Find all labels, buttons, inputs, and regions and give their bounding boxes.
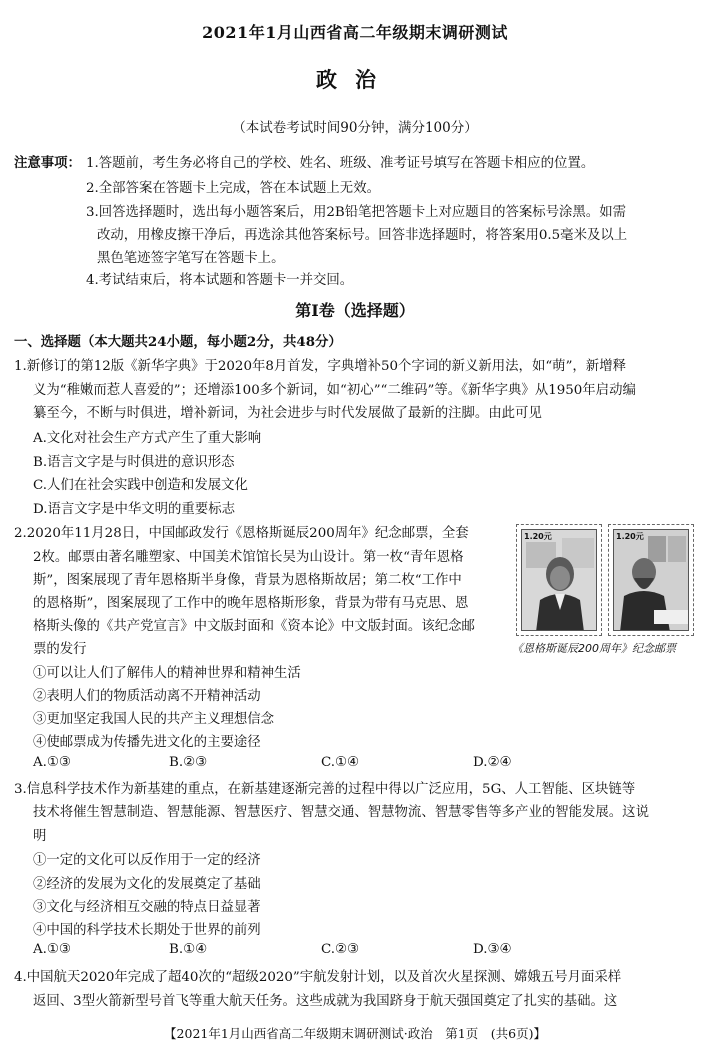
question-4-text: 返回、3型火箭新型号首飞等重大航天任务。这些成就为我国跻身于航天强国奠定了扎实的基础。这 — [33, 994, 618, 1009]
stamp-caption: 《恩格斯诞辰200周年》纪念邮票 — [512, 642, 676, 655]
question-2-text: 的恩格斯”，图案展现了工作中的晚年恩格斯形象，背景为带有马克思、恩 — [33, 596, 469, 611]
question-1-option-b: B.语言文字是与时俱进的意识形态 — [33, 455, 235, 470]
stamp-1-value: 1.20元 — [524, 532, 552, 541]
notice-item: 改动，用橡皮擦干净后，再选涂其他答案标号。回答非选择题时，将答案用0.5毫米及以上 — [97, 228, 628, 243]
working-engels-portrait — [614, 530, 689, 631]
exam-info: （本试卷考试时间90分钟，满分100分） — [232, 120, 478, 136]
question-3-text: 技术将催生智慧制造、智慧能源、智慧医疗、智慧交通、智慧物流、智慧零售等多产业的智能发展。这说 — [33, 805, 649, 820]
question-2-statement: ①可以让人们了解伟人的精神世界和精神生活 — [33, 666, 301, 681]
question-2-option-d: D.②④ — [473, 755, 512, 770]
page-footer: 【2021年1月山西省高二年级期末调研测试·政治 第1页 (共6页)】 — [164, 1026, 546, 1041]
question-1-text: 义为“稚嫩而惹人喜爱的”；还增添100多个新词，如“初心”“二维码”等。《新华字典》从1950年启动编 — [33, 383, 636, 398]
question-1-text: 1.新修订的第12版《新华字典》于2020年8月首发，字典增补50个字词的新义新用法，如“萌”，新增释 — [14, 359, 626, 374]
question-3-option-b: B.①④ — [169, 942, 208, 957]
question-2-option-a: A.①③ — [33, 755, 71, 770]
question-3-statement: ③文化与经济相互交融的特点日益显著 — [33, 900, 261, 915]
stamp-2-value: 1.20元 — [616, 532, 644, 541]
section-title: 第Ⅰ卷（选择题） — [295, 301, 415, 320]
notice-item: 黑色笔迹签字笔写在答题卡上。 — [97, 251, 285, 266]
question-2-statement: ③更加坚定我国人民的共产主义理想信念 — [33, 712, 275, 727]
question-2-option-c: C.①④ — [321, 755, 360, 770]
question-2-text: 格斯头像的《共产党宣言》中文版封面和《资本论》中文版封面。该纪念邮 — [33, 619, 475, 634]
part-heading: 一、选择题（本大题共24小题，每小题2分，共48分） — [14, 334, 342, 350]
notice-item: 4.考试结束后，将本试题和答题卡一并交回。 — [86, 273, 354, 288]
question-4-text: 4.中国航天2020年完成了超40次的“超级2020”宇航发射计划，以及首次火星探测、嫦娥五号月面采样 — [14, 970, 622, 985]
notice-item: 1.答题前，考生务必将自己的学校、姓名、班级、准考证号填写在答题卡相应的位置。 — [86, 156, 595, 171]
question-3-option-d: D.③④ — [473, 942, 512, 957]
question-3-text: 3.信息科学技术作为新基建的重点，在新基建逐渐完善的过程中得以广泛应用，5G、人工智能、区块链等 — [14, 782, 636, 797]
question-1-text: 纂至今，不断与时俱进，增补新词，为社会进步与时代发展做了最新的注脚。由此可见 — [33, 406, 542, 421]
question-3-text: 明 — [33, 829, 47, 844]
question-2-text: 票的发行 — [33, 642, 87, 657]
question-2-text: 2.2020年11月28日，中国邮政发行《恩格斯诞辰200周年》纪念邮票，全套 — [14, 526, 469, 541]
question-1-option-c: C.人们在社会实践中创造和发展文化 — [33, 478, 248, 493]
question-3-statement: ④中国的科学技术长期处于世界的前列 — [33, 923, 261, 938]
question-1-option-d: D.语言文字是中华文明的重要标志 — [33, 502, 235, 517]
commemorative-stamps-image — [516, 524, 696, 636]
question-2-text: 斯”，图案展现了青年恩格斯半身像，背景为恩格斯故居；第二枚“工作中 — [33, 573, 462, 588]
question-3-option-a: A.①③ — [33, 942, 71, 957]
subject-title: 政治 — [316, 67, 394, 92]
question-2-option-b: B.②③ — [169, 755, 208, 770]
question-2-text: 2枚。邮票由著名雕塑家、中国美术馆馆长吴为山设计。第一枚“青年恩格 — [33, 550, 464, 565]
question-2-statement: ②表明人们的物质活动离不开精神活动 — [33, 689, 261, 704]
stamp-working-engels — [608, 524, 694, 636]
stamp-young-engels — [516, 524, 602, 636]
notice-label: 注意事项： — [14, 155, 81, 171]
question-2-statement: ④使邮票成为传播先进文化的主要途径 — [33, 735, 261, 750]
question-3-statement: ①一定的文化可以反作用于一定的经济 — [33, 853, 261, 868]
young-engels-portrait — [522, 530, 597, 631]
exam-title: 2021年1月山西省高二年级期末调研测试 — [202, 23, 508, 42]
notice-item: 3.回答选择题时，选出每小题答案后，用2B铅笔把答题卡上对应题目的答案标号涂黑。如需 — [86, 205, 626, 220]
question-1-option-a: A.文化对社会生产方式产生了重大影响 — [33, 431, 262, 446]
notice-item: 2.全部答案在答题卡上完成，答在本试题上无效。 — [86, 181, 380, 196]
question-3-option-c: C.②③ — [321, 942, 360, 957]
question-3-statement: ②经济的发展为文化的发展奠定了基础 — [33, 877, 261, 892]
